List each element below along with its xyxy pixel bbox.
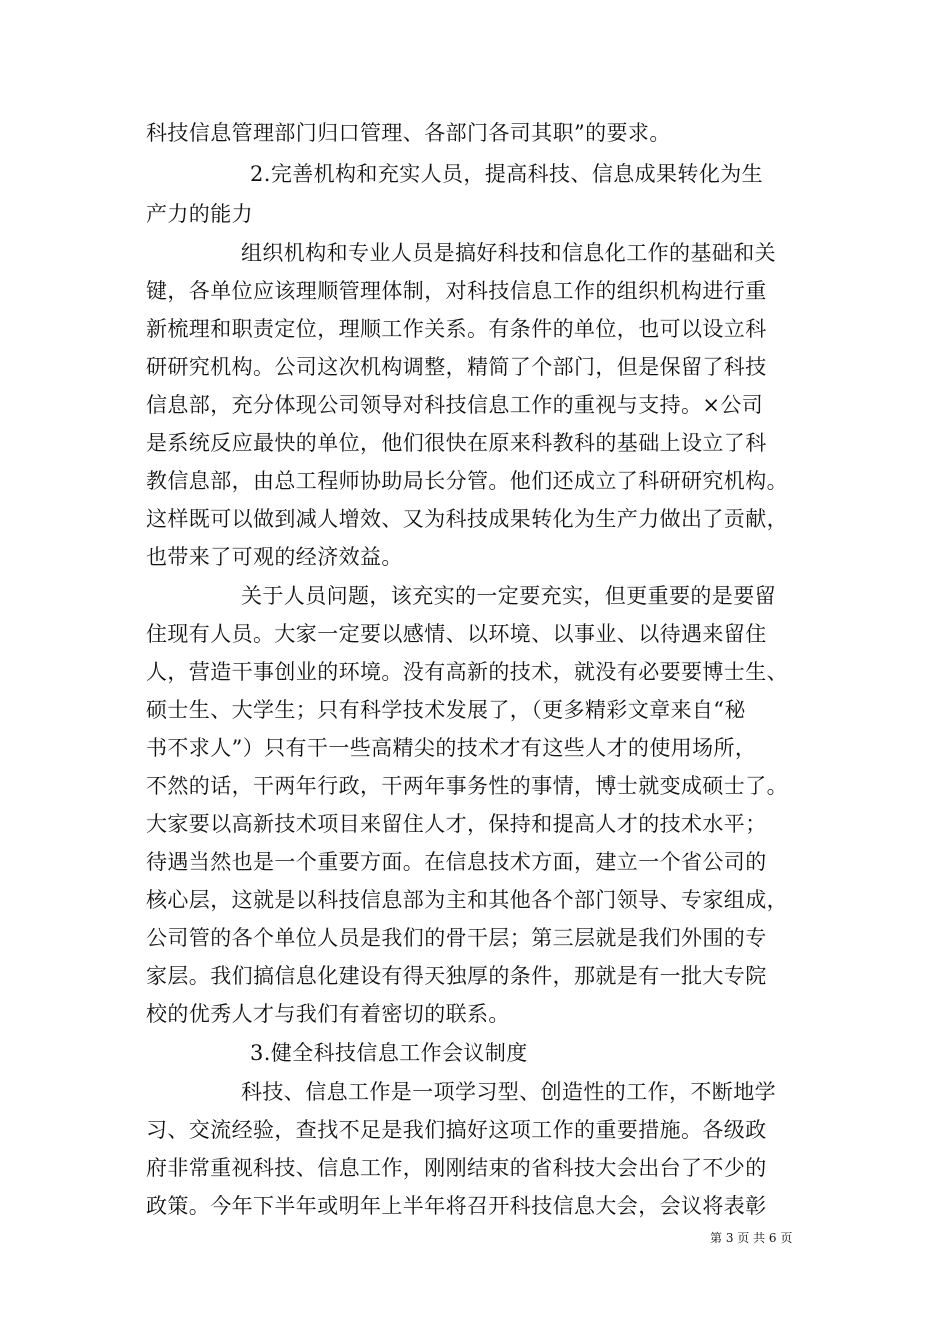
- text-line: 书不求人”）只有干一些高精尖的技术才有这些人才的使用场所，: [146, 736, 757, 760]
- text-line: 组织机构和专业人员是搞好科技和信息化工作的基础和关: [241, 241, 776, 265]
- text-line: 是系统反应最快的单位，他们很快在原来科教科的基础上设立了科: [146, 431, 767, 455]
- text-line: 人，营造干事创业的环境。没有高新的技术，就没有必要要博士生、: [146, 660, 788, 684]
- text-line: 教信息部，由总工程师协助局长分管。他们还成立了科研研究机构。: [146, 469, 788, 493]
- text-line: 大家要以高新技术项目来留住人才，保持和提高人才的技术水平；: [146, 812, 767, 836]
- text-line: 新梳理和职责定位，理顺工作关系。有条件的单位，也可以设立科: [146, 317, 767, 341]
- text-line: 也带来了可观的经济效益。: [146, 545, 403, 569]
- text-line: 核心层，这就是以科技信息部为主和其他各个部门领导、专家组成，: [146, 888, 788, 912]
- text-line: 关于人员问题，该充实的一定要充实，但更重要的是要留: [241, 584, 776, 608]
- section-heading: 2.完善机构和充实人员，提高科技、信息成果转化为生: [250, 162, 764, 186]
- section-heading: 3.健全科技信息工作会议制度: [250, 1041, 528, 1065]
- text-line: 公司管的各个单位人员是我们的骨干层；第三层就是我们外围的专: [146, 926, 767, 950]
- text-line: 待遇当然也是一个重要方面。在信息技术方面，建立一个省公司的: [146, 850, 767, 874]
- text-line: 科技信息管理部门归口管理、各部门各司其职”的要求。: [146, 121, 671, 145]
- text-line: 校的优秀人才与我们有着密切的联系。: [146, 1002, 510, 1026]
- text-line: 家层。我们搞信息化建设有得天独厚的条件，那就是有一批大专院: [146, 964, 767, 988]
- text-line: 科技、信息工作是一项学习型、创造性的工作，不断地学: [241, 1080, 776, 1104]
- text-line: 不然的话，干两年行政，干两年事务性的事情，博士就变成硕士了。: [146, 774, 788, 798]
- text-line: 住现有人员。大家一定要以感情、以环境、以事业、以待遇来留住: [146, 622, 767, 646]
- text-line: 键，各单位应该理顺管理体制，对科技信息工作的组织机构进行重: [146, 279, 767, 303]
- text-line: 信息部，充分体现公司领导对科技信息工作的重视与支持。×公司: [146, 393, 764, 417]
- text-line: 硕士生、大学生；只有科学技术发展了，（更多精彩文章来自“秘: [146, 698, 746, 722]
- text-line: 府非常重视科技、信息工作，刚刚结束的省科技大会出台了不少的: [146, 1156, 767, 1180]
- text-line: 这样既可以做到减人增效、又为科技成果转化为生产力做出了贡献，: [146, 507, 788, 531]
- text-line: 习、交流经验，查找不足是我们搞好这项工作的重要措施。各级政: [146, 1118, 767, 1142]
- text-line: 产力的能力: [146, 202, 253, 226]
- page-footer: 第 3 页 共 6 页: [710, 1231, 793, 1245]
- text-line: 政策。今年下半年或明年上半年将召开科技信息大会，会议将表彰: [146, 1194, 767, 1218]
- text-line: 研研究机构。公司这次机构调整，精简了个部门，但是保留了科技: [146, 355, 767, 379]
